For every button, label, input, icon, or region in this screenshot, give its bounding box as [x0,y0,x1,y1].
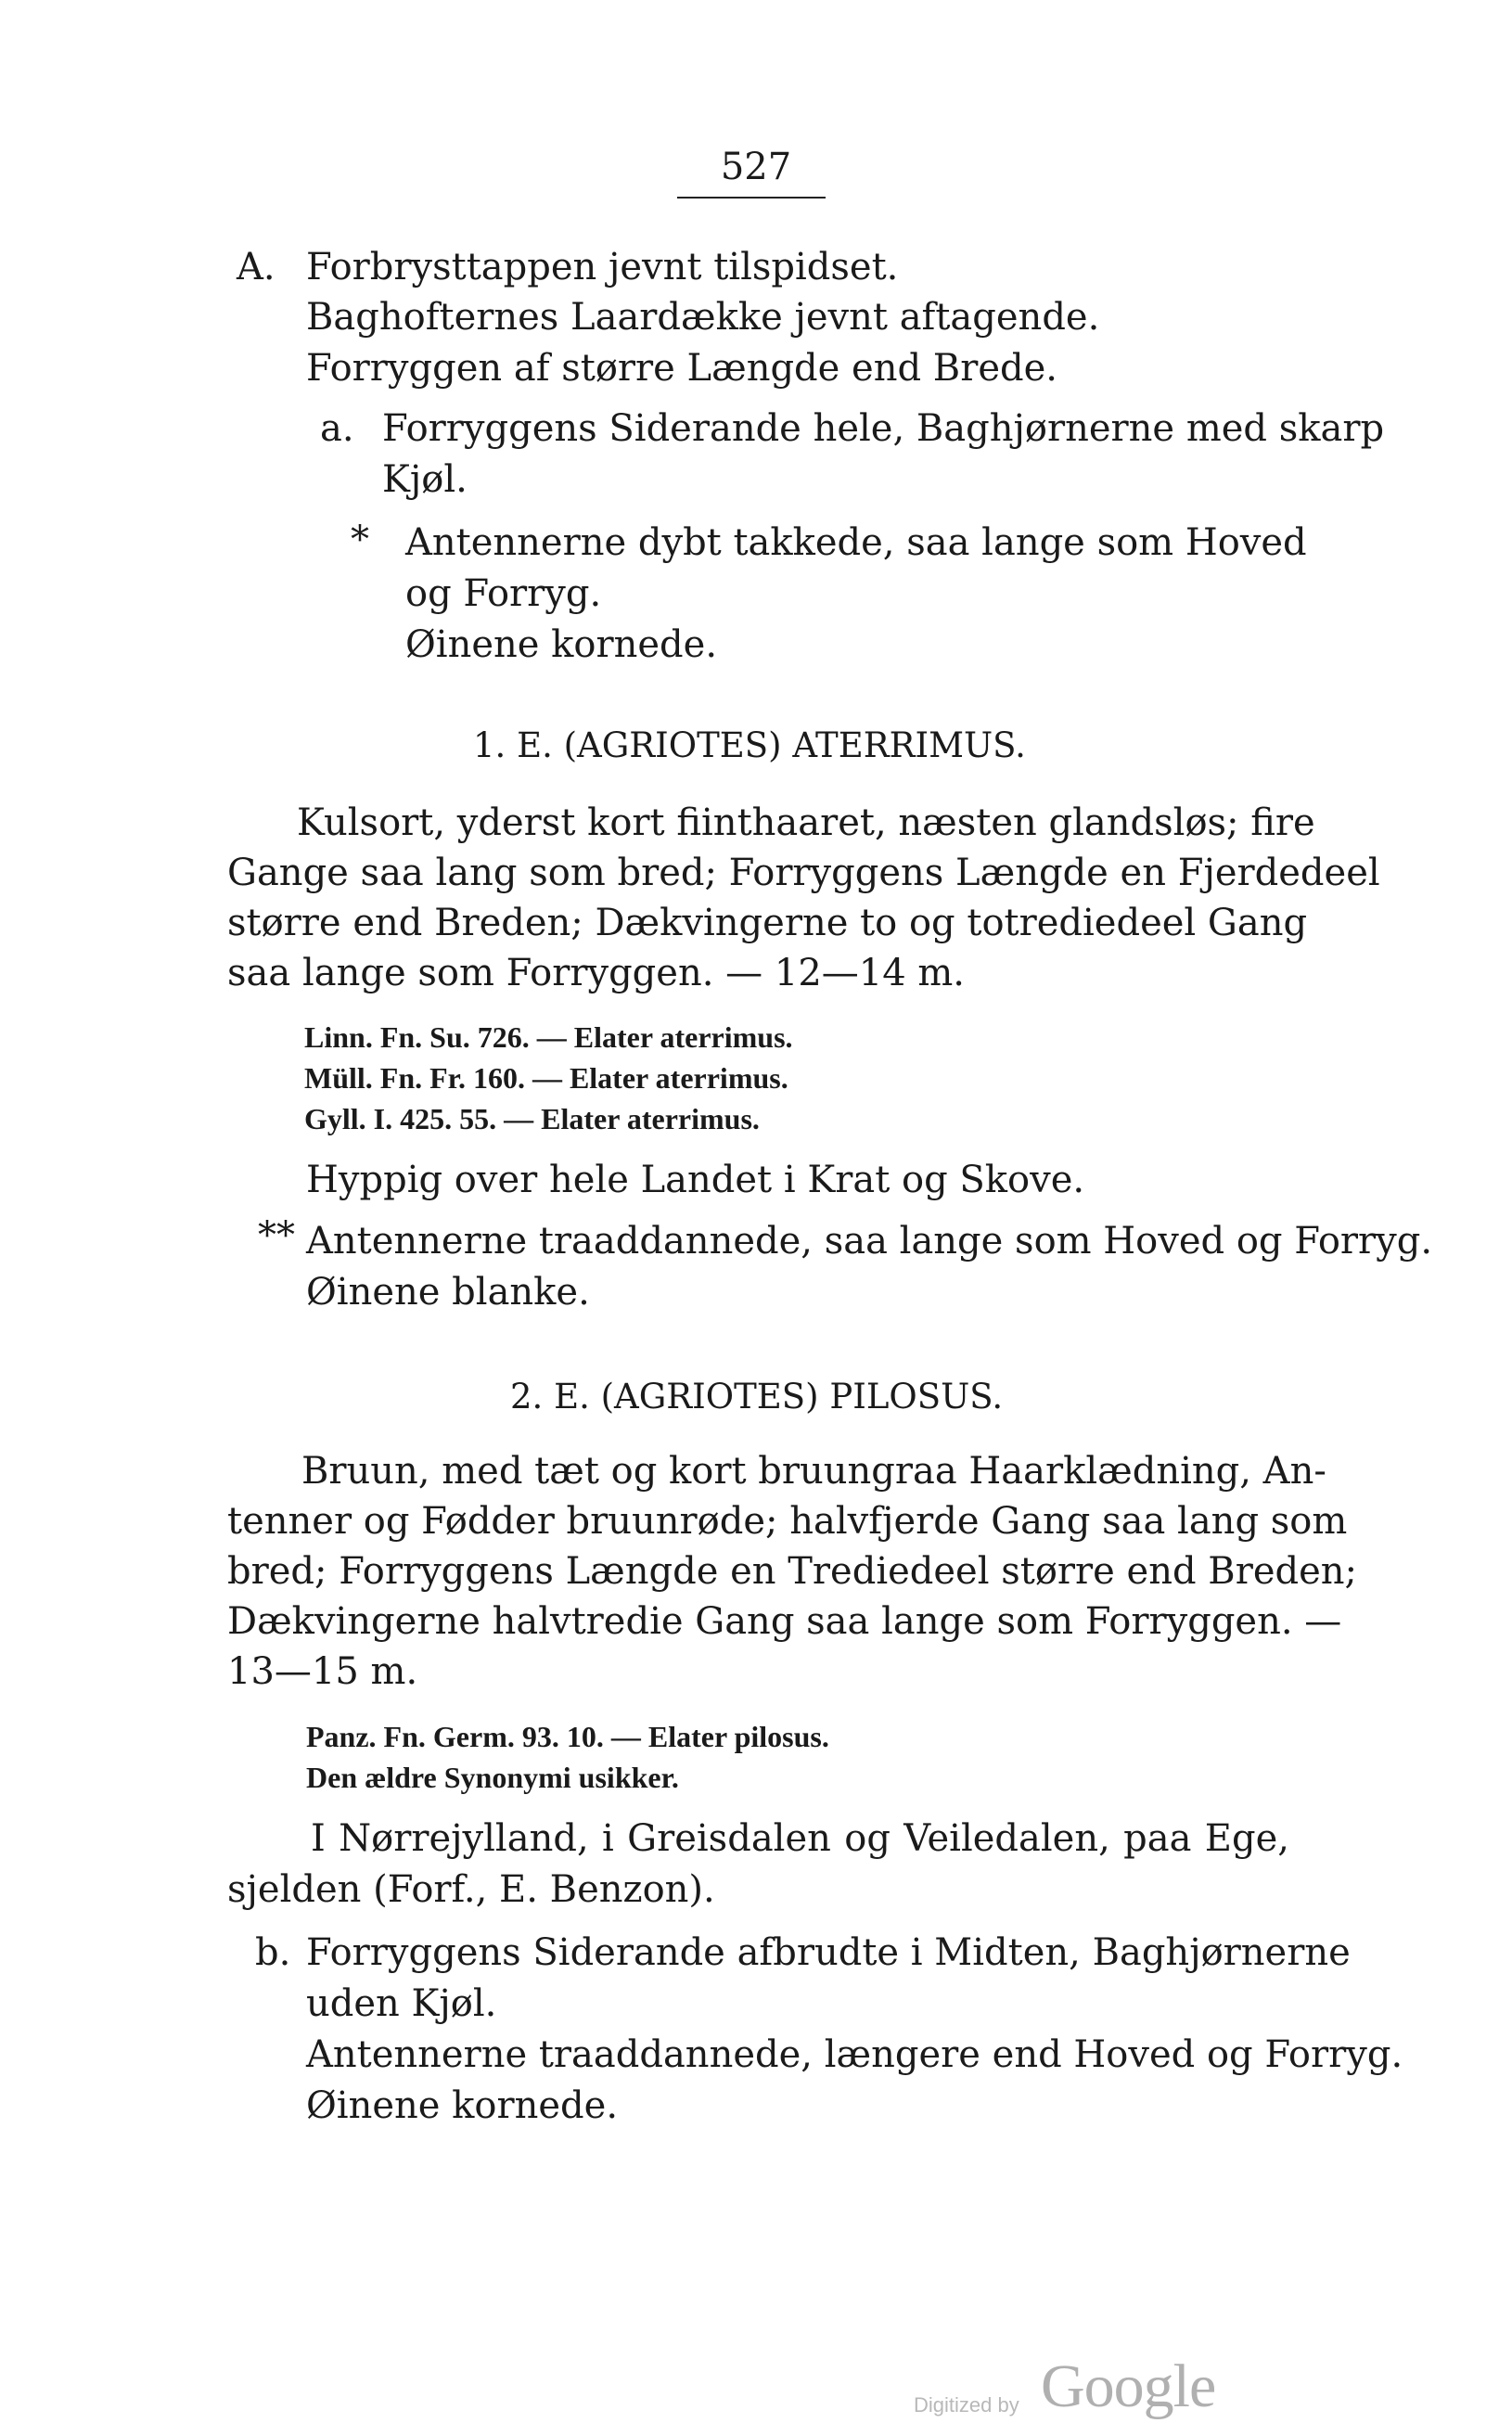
species-1-desc-line-4: saa lange som Forryggen. — 12—14 m. [227,952,966,994]
key-A-line-3: Forryggen af større Længde end Brede. [306,347,1057,390]
species-1-reference-2: Müll. Fn. Fr. 160. — Elater aterrimus. [304,1061,788,1095]
species-1-reference-1: Linn. Fn. Su. 726. — Elater aterrimus. [304,1020,793,1054]
species-2-desc-line-5: 13—15 m. [227,1650,418,1693]
species-2-desc-line-1: Bruun, med tæt og kort bruungraa Haarklædning, An- [301,1450,1326,1493]
species-1-distribution: Hyppig over hele Landet i Krat og Skove. [306,1159,1085,1201]
species-2-reference-2: Den ældre Synonymi usikker. [306,1761,679,1794]
species-2-desc-line-3: bred; Forryggens Længde en Trediedeel større end Breden; [227,1550,1358,1593]
key-b-line-1: Forryggens Siderande afbrudte i Midten, Baghjørnerne [306,1931,1351,1974]
species-2-distribution-line-1: I Nørrejylland, i Greisdalen og Veiledalen, paa Ege, [311,1817,1289,1860]
key-marker-star: * [351,519,369,561]
species-2-heading: 2. E. (AGRIOTES) PILOSUS. [510,1377,1004,1417]
species-1-desc-line-2: Gange saa lang som bred; Forryggens Længde en Fjerdedeel [227,852,1380,894]
key-doublestar-line-2: Øinene blanke. [306,1271,590,1314]
key-doublestar-line-1: Antennerne traaddannede, saa lange som Hoved og Forryg. [306,1220,1433,1263]
page-number-rule [677,197,826,199]
key-marker-b: b. [255,1931,291,1974]
species-2-reference-1: Panz. Fn. Germ. 93. 10. — Elater pilosus. [306,1720,829,1753]
species-2-desc-line-4: Dækvingerne halvtredie Gang saa lange som Forryggen. — [227,1600,1342,1643]
digitized-by-label: Digitized by [914,2393,1019,2417]
key-star-line-1: Antennerne dybt takkede, saa lange som Hoved [405,521,1307,564]
species-1-heading: 1. E. (AGRIOTES) ATERRIMUS. [473,725,1026,765]
key-b-line-4: Øinene kornede. [306,2084,619,2127]
key-a-line-2: Kjøl. [382,458,468,501]
species-1-reference-3: Gyll. I. 425. 55. — Elater aterrimus. [304,1102,760,1135]
key-A-line-2: Baghofternes Laardække jevnt aftagende. [306,296,1100,339]
species-2-desc-line-2: tenner og Fødder bruunrøde; halvfjerde Gang saa lang som [227,1500,1348,1543]
key-star-line-2: og Forryg. [405,572,602,615]
key-a-line-1: Forryggens Siderande hele, Baghjørnerne med skarp [382,407,1385,450]
key-marker-A: A. [237,246,275,288]
species-1-desc-line-1: Kulsort, yderst kort fiinthaaret, næsten glandsløs; fire [297,801,1315,844]
species-1-desc-line-3: større end Breden; Dækvingerne to og totrediedeel Gang [227,902,1308,944]
species-2-distribution-line-2: sjelden (Forf., E. Benzon). [227,1868,715,1911]
key-A-line-1: Forbrysttappen jevnt tilspidset. [306,246,899,288]
key-star-line-3: Øinene kornede. [405,623,718,666]
page-number: 527 [720,146,792,188]
key-marker-doublestar: ** [258,1214,295,1257]
key-b-line-2: uden Kjøl. [306,1982,497,2025]
google-logo: Google [1041,2352,1216,2420]
key-b-line-3: Antennerne traaddannede, længere end Hoved og Forryg. [306,2033,1403,2076]
key-marker-a: a. [320,407,354,450]
